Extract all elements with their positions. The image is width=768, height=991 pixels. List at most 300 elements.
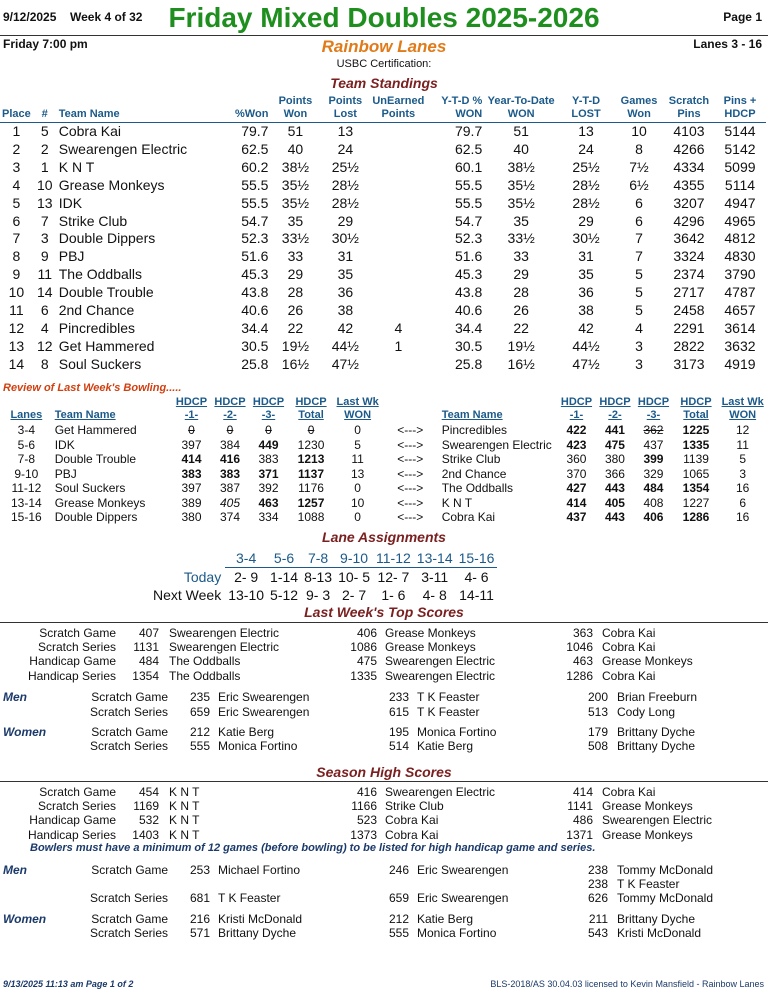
standings-row	[0, 213, 766, 231]
standings-cell: 35	[578, 266, 594, 283]
standings-row	[0, 159, 766, 177]
standings-cell: 38	[578, 302, 594, 319]
league-title: Friday Mixed Doubles 2025-2026	[168, 2, 600, 33]
standings-cell: 40	[513, 140, 529, 157]
standings-cell: 38	[337, 302, 354, 319]
review-score-right: 437	[643, 437, 664, 452]
review-score-left: 0	[265, 423, 272, 437]
standings-row	[0, 338, 766, 356]
standings-col-header: %Won	[224, 95, 270, 123]
standings-cell: 22	[513, 319, 529, 336]
score-bowler-name: Cobra Kai	[385, 813, 439, 827]
standings-cell: 5	[12, 194, 21, 211]
standings-cell: Soul Suckers	[58, 355, 142, 372]
score-category-label: Scratch Series	[89, 705, 168, 719]
standings-cell: 4812	[724, 230, 756, 247]
standings-cell: 51.6	[241, 248, 269, 265]
standings-cell: 1	[394, 337, 403, 354]
score-category-label: Scratch Game	[39, 785, 116, 799]
review-score-left: 1088	[297, 510, 325, 524]
score-value: 406	[356, 626, 377, 640]
today-matchup: 1-14	[270, 569, 299, 585]
standings-cell: 7	[40, 212, 49, 229]
review-score-left: 405	[219, 495, 240, 510]
score-value: 1373	[350, 828, 377, 842]
score-value: 253	[189, 863, 210, 877]
standings-cell: 16½	[281, 355, 310, 372]
standings-cell: 5	[635, 302, 643, 319]
score-value: 238	[587, 863, 608, 877]
standings-cell: 3	[40, 230, 49, 247]
header-rule	[0, 35, 768, 36]
standings-row	[0, 266, 766, 284]
standings-cell: 13	[36, 194, 53, 211]
lane-pair-header: 13-14	[414, 549, 456, 568]
standings-row	[0, 320, 766, 338]
review-vs-arrow: <--->	[397, 437, 424, 452]
review-score-right: 441	[604, 423, 625, 437]
next-week-matchup: 14-11	[459, 587, 494, 603]
review-score-right: 12	[735, 423, 750, 437]
standings-cell: 5099	[724, 158, 756, 175]
today-matchup: 10- 5	[338, 569, 371, 585]
review-team-left: Double Trouble	[54, 452, 137, 466]
score-bowler-name: Monica Fortino	[218, 739, 298, 753]
standings-cell: 25½	[572, 158, 600, 175]
standings-cell: 10	[8, 284, 25, 301]
score-bowler-name: Tommy McDonald	[617, 891, 714, 905]
standings-cell: Pincredibles	[58, 319, 135, 336]
standings-cell: 3642	[673, 230, 705, 247]
score-value: 1131	[133, 640, 159, 654]
standings-cell: Double Dippers	[58, 230, 156, 247]
score-bowler-name: T K Feaster	[218, 891, 281, 905]
score-value: 246	[388, 863, 409, 877]
standings-col-header: Points Lost	[320, 95, 370, 123]
lane-pair-header: 5-6	[267, 549, 301, 568]
standings-row	[0, 141, 766, 159]
lane-pair-header: 9-10	[335, 549, 373, 568]
review-team-left: Grease Monkeys	[54, 495, 146, 510]
lane-assignments-table	[150, 549, 497, 604]
review-score-left: 449	[258, 437, 279, 452]
review-team-right: Pincredibles	[441, 423, 508, 437]
score-bowler-name: Swearengen Electric	[385, 785, 496, 799]
score-value: 615	[388, 705, 409, 719]
lane-assignments-title: Lane Assignments	[322, 529, 446, 545]
score-bowler-name: Eric Swearengen	[218, 705, 310, 719]
review-col-header: HDCP -3-	[637, 396, 670, 421]
score-category-label: Scratch Series	[89, 739, 168, 753]
score-category-label: Handicap Series	[27, 669, 116, 683]
review-score-left: 387	[219, 481, 240, 495]
score-bowler-name: Swearengen Electric	[385, 654, 496, 668]
review-vs-arrow: <--->	[397, 510, 424, 524]
standings-row	[0, 177, 766, 195]
standings-cell: 55.5	[241, 176, 269, 193]
review-score-right: 1225	[682, 423, 710, 437]
women-label: Women	[3, 725, 47, 739]
review-score-left: 392	[258, 481, 279, 495]
score-value: 212	[388, 912, 409, 926]
standings-cell: 16½	[507, 355, 535, 372]
score-bowler-name: Eric Swearengen	[417, 891, 509, 905]
standings-cell: 4657	[724, 302, 756, 319]
standings-cell: 13	[337, 123, 354, 139]
standings-cell: 11	[9, 302, 24, 319]
standings-cell: 12	[8, 319, 25, 336]
standings-cell: 38½	[507, 158, 535, 175]
standings-cell: 26	[513, 302, 529, 319]
standings-cell: 34.4	[454, 319, 483, 336]
review-lanes: 9-10	[14, 466, 39, 481]
next-week-label: Next Week	[153, 587, 222, 603]
score-bowler-name: T K Feaster	[617, 877, 680, 891]
score-row	[0, 654, 768, 668]
score-bowler-name: Monica Fortino	[417, 725, 497, 739]
score-value: 1086	[350, 640, 377, 654]
standings-cell: 25.8	[454, 355, 483, 372]
standings-cell: 8	[635, 140, 643, 157]
standings-cell: 52.3	[454, 230, 483, 247]
today-label: Today	[183, 568, 222, 585]
score-value: 659	[189, 705, 210, 719]
review-score-right: 1335	[682, 437, 710, 452]
standings-cell: 13	[8, 337, 25, 354]
standings-cell: 28½	[572, 176, 600, 193]
standings-cell: 12	[36, 337, 53, 354]
standings-cell: 34.4	[241, 319, 269, 336]
standings-cell: 19½	[507, 337, 535, 354]
review-team-left: Soul Suckers	[54, 481, 126, 495]
lanes-corner	[150, 549, 225, 568]
standings-cell: 19½	[281, 337, 310, 354]
standings-cell: 35	[337, 266, 354, 283]
standings-row	[0, 123, 766, 141]
standings-cell: 4965	[724, 212, 756, 229]
score-category-label: Scratch Series	[89, 891, 168, 905]
review-col-header: Team Name	[441, 409, 503, 421]
review-row	[0, 481, 766, 496]
standings-cell	[370, 159, 426, 177]
standings-cell: 3	[635, 355, 643, 372]
page-number: Page 1	[723, 10, 762, 24]
standings-cell: 45.3	[454, 266, 483, 283]
review-score-right: 414	[566, 495, 587, 510]
standings-cell: 5142	[724, 140, 756, 157]
score-value: 555	[189, 739, 210, 753]
standings-cell: 38½	[281, 158, 310, 175]
standings-cell: 4787	[724, 284, 756, 301]
standings-cell: 4	[12, 176, 21, 193]
standings-cell: 1	[40, 158, 49, 175]
score-row	[0, 626, 768, 640]
women-label: Women	[3, 912, 47, 926]
review-score-left: 383	[258, 452, 279, 466]
standings-cell: 2nd Chance	[58, 302, 135, 319]
score-bowler-name: Brittany Dyche	[617, 725, 696, 739]
standings-cell: 55.5	[454, 194, 483, 211]
review-score-right: 1227	[682, 495, 710, 510]
standings-cell	[370, 141, 426, 159]
score-category-label: Handicap Series	[27, 828, 116, 842]
review-col-header: Last Wk WON	[721, 396, 764, 421]
score-value: 212	[189, 725, 210, 739]
standings-cell: 40	[287, 140, 304, 157]
standings-cell	[370, 195, 426, 213]
standings-cell: 28	[287, 284, 304, 301]
standings-cell: 47½	[331, 355, 359, 372]
standings-cell: Strike Club	[58, 212, 128, 229]
standings-cell: 31	[337, 248, 354, 265]
score-value: 626	[587, 891, 608, 905]
standings-cell: 51	[287, 123, 304, 139]
score-bowler-name: The Oddballs	[169, 654, 241, 668]
standings-cell: 3790	[724, 266, 756, 283]
score-bowler-name: Swearengen Electric	[385, 669, 496, 683]
lane-pair-header: 15-16	[456, 549, 498, 568]
score-row	[0, 785, 768, 799]
score-value: 571	[189, 926, 210, 940]
standings-cell: 36	[337, 284, 354, 301]
score-row	[0, 926, 768, 940]
standings-cell: Cobra Kai	[58, 123, 121, 139]
score-value: 414	[572, 785, 593, 799]
review-score-right: 370	[566, 466, 587, 481]
score-bowler-name: Swearengen Electric	[169, 640, 280, 654]
review-score-left: 1213	[297, 452, 325, 466]
standings-col-header: Y-T-D LOST	[558, 95, 614, 123]
standings-cell: 6	[12, 212, 21, 229]
next-week-matchup: 4- 8	[422, 587, 447, 603]
standings-col-header: Points Won	[270, 95, 320, 123]
review-score-right: 1354	[682, 481, 710, 495]
standings-cell: 29	[578, 212, 594, 229]
standings-cell: 24	[337, 140, 354, 157]
review-score-right: 437	[566, 510, 587, 524]
review-score-left: 11	[351, 452, 364, 466]
score-value: 195	[388, 725, 409, 739]
standings-cell	[370, 230, 426, 248]
score-bowler-name: T K Feaster	[417, 690, 480, 704]
standings-cell: 14	[36, 284, 53, 301]
score-row	[0, 828, 768, 842]
score-bowler-name: Brian Freeburn	[617, 690, 698, 704]
review-lanes: 11-12	[11, 481, 42, 495]
score-category-label: Scratch Game	[91, 912, 168, 926]
standings-cell: 2	[40, 140, 49, 157]
review-team-left: Get Hammered	[54, 423, 137, 437]
standings-cell: 7½	[629, 158, 649, 175]
standings-cell: 35½	[507, 176, 535, 193]
standings-cell: 79.7	[454, 123, 483, 139]
standings-col-header: Games Won	[614, 95, 664, 123]
review-team-right: Strike Club	[441, 452, 501, 466]
score-row	[0, 690, 768, 704]
score-category-label: Handicap Game	[29, 654, 116, 668]
review-team-right: Cobra Kai	[441, 510, 496, 524]
standings-cell: 79.7	[241, 123, 269, 139]
standings-cell	[370, 248, 426, 266]
standings-cell: 9	[12, 266, 21, 283]
score-bowler-name: Grease Monkeys	[602, 828, 693, 842]
standings-cell: 4334	[673, 158, 705, 175]
score-category-label: Handicap Game	[29, 813, 116, 827]
standings-cell: 4266	[673, 140, 705, 157]
review-score-left: 1257	[297, 495, 325, 510]
standings-cell: 2717	[673, 284, 705, 301]
review-score-left: 397	[181, 437, 202, 452]
review-score-right: 427	[566, 481, 587, 495]
review-score-right: 443	[604, 510, 625, 524]
standings-cell: 2	[12, 140, 21, 157]
review-vs-arrow: <--->	[397, 495, 424, 510]
score-value: 1286	[566, 669, 593, 683]
score-bowler-name: Katie Berg	[417, 739, 474, 753]
review-score-left: 380	[181, 510, 202, 524]
standings-cell: 51	[513, 123, 529, 139]
review-score-left: 414	[181, 452, 202, 466]
standings-cell: 43.8	[454, 284, 483, 301]
standings-cell: 11	[37, 266, 53, 283]
standings-cell: 40.6	[454, 302, 483, 319]
standings-cell: 5144	[724, 123, 756, 139]
standings-cell: 40.6	[241, 302, 269, 319]
score-value: 1169	[133, 799, 159, 813]
today-matchup: 3-11	[421, 569, 449, 585]
score-row	[0, 669, 768, 683]
standings-cell	[370, 302, 426, 320]
standings-cell: 33	[513, 248, 529, 265]
review-score-left: 371	[258, 466, 279, 481]
score-bowler-name: Katie Berg	[417, 912, 474, 926]
review-score-right: 408	[643, 495, 664, 510]
standings-cell: 4296	[673, 212, 705, 229]
score-bowler-name: K N T	[169, 813, 200, 827]
review-score-right: 5	[739, 452, 746, 466]
standings-row	[0, 284, 766, 302]
standings-cell: 5	[635, 266, 643, 283]
standings-cell: 42	[337, 319, 354, 336]
standings-cell: 31	[578, 248, 594, 265]
score-bowler-name: Cobra Kai	[602, 626, 656, 640]
standings-cell: 25.8	[241, 355, 269, 372]
standings-cell: 3324	[673, 248, 705, 265]
review-vs-arrow: <--->	[397, 423, 424, 437]
standings-cell: 1	[12, 123, 21, 139]
season-high-title: Season High Scores	[316, 764, 452, 780]
review-col-header: HDCP -2-	[214, 396, 246, 421]
standings-cell: 26	[287, 302, 304, 319]
standings-cell: 35½	[281, 194, 310, 211]
review-row	[0, 452, 766, 467]
standings-cell: 55.5	[454, 176, 483, 193]
score-value: 216	[189, 912, 210, 926]
standings-cell: 60.2	[241, 158, 269, 175]
score-value: 475	[356, 654, 377, 668]
score-value: 1335	[350, 669, 377, 683]
review-table	[0, 396, 766, 525]
standings-cell	[370, 213, 426, 231]
standings-cell: 44½	[331, 337, 359, 354]
standings-cell: 3	[635, 337, 643, 354]
review-team-right: Swearengen Electric	[441, 437, 552, 452]
standings-cell: The Oddballs	[58, 266, 143, 283]
standings-cell: 33½	[281, 230, 310, 247]
review-score-right: 366	[604, 466, 625, 481]
standings-cell: 7	[635, 230, 643, 247]
review-score-right: 360	[566, 452, 587, 466]
score-row	[0, 725, 768, 739]
standings-cell: 43.8	[241, 284, 269, 301]
score-value: 463	[572, 654, 593, 668]
standings-cell: K N T	[58, 158, 95, 175]
score-bowler-name: Michael Fortino	[218, 863, 301, 877]
standings-cell: 4	[40, 319, 49, 336]
standings-cell: 6	[635, 212, 643, 229]
review-score-right: 475	[604, 437, 625, 452]
standings-col-header: Y-T-D % WON	[426, 95, 484, 123]
score-bowler-name: The Oddballs	[169, 669, 241, 683]
review-score-left: 1137	[298, 466, 325, 481]
score-bowler-name: Swearengen Electric	[169, 626, 280, 640]
review-score-right: 3	[739, 466, 746, 481]
review-col-header: HDCP -3-	[252, 396, 285, 421]
standings-cell: 33½	[507, 230, 535, 247]
standings-cell: 54.7	[241, 212, 269, 229]
standings-cell: 7	[635, 248, 643, 265]
next-week-matchup: 13-10	[228, 587, 265, 603]
score-value: 211	[588, 912, 608, 926]
score-value: 200	[587, 690, 608, 704]
week-label: Week 4 of 32	[70, 10, 143, 24]
score-row	[0, 640, 768, 654]
score-bowler-name: Brittany Dyche	[617, 739, 696, 753]
score-value: 1403	[132, 828, 159, 842]
score-value: 1141	[567, 799, 593, 813]
review-score-left: 0	[226, 423, 234, 437]
standings-cell: 4919	[724, 355, 756, 372]
standings-cell: 47½	[572, 355, 600, 372]
today-matchup: 2- 9	[234, 569, 259, 585]
standings-cell: 5	[635, 284, 643, 301]
standings-cell: 6½	[629, 176, 649, 193]
usbc-certification: USBC Certification:	[336, 58, 432, 70]
standings-cell: 4	[394, 319, 403, 336]
standings-cell: Swearengen Electric	[58, 140, 188, 157]
review-col-header: Last Wk WON	[336, 396, 379, 421]
standings-row	[0, 230, 766, 248]
standings-cell: 14	[8, 355, 25, 372]
lane-pair-header: 11-12	[373, 549, 414, 568]
review-score-right: 6	[739, 495, 746, 510]
standings-col-header: #	[33, 95, 57, 123]
score-value: 523	[356, 813, 377, 827]
standings-row	[0, 195, 766, 213]
review-score-left: 0	[354, 481, 361, 495]
score-category-label: Scratch Game	[39, 626, 116, 640]
review-score-right: 16	[735, 510, 750, 524]
review-col-header: Lanes	[10, 409, 43, 421]
score-row-tie	[0, 877, 768, 891]
review-score-left: 389	[181, 495, 202, 510]
score-bowler-name: Cobra Kai	[385, 828, 439, 842]
score-category-label: Scratch Series	[37, 640, 116, 654]
review-score-right: 362	[643, 423, 664, 437]
score-row	[0, 799, 768, 813]
review-score-left: 463	[258, 495, 279, 510]
review-score-left: 0	[188, 423, 195, 437]
